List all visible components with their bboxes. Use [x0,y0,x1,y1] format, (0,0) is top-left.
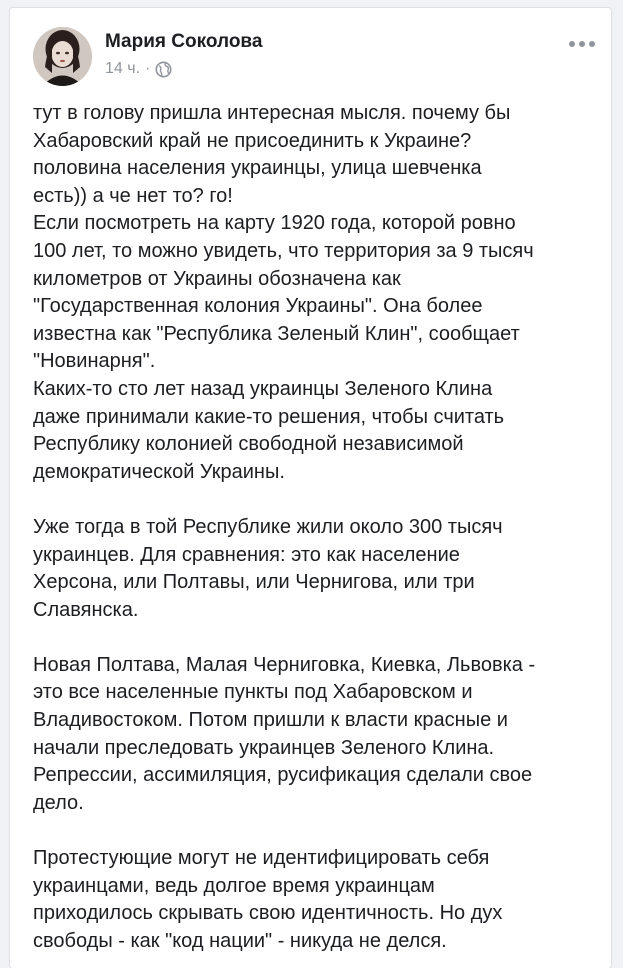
paragraph-gap [33,817,603,845]
more-dot [569,41,575,47]
post-line: половина населения украинцы, улица шевченка [33,157,482,180]
post-line: свободы - как "код нации" - никуда не делся. [33,929,447,952]
more-dot [579,41,585,47]
post-line: есть)) а че нет то? го! [33,184,233,207]
post-line: Херсона, или Полтавы, или Чернигова, или три [33,571,475,594]
post-line: Славянска. [33,598,139,621]
post-line: Протестующие могут не идентифицировать себя [33,847,490,870]
post-line: это все населенные пункты под Хабаровском и [33,681,473,704]
post-line: даже принимали какие-то решения, чтобы считать [33,405,505,428]
post-line: Новая Полтава, Малая Черниговка, Киевка, Львовка - [33,653,536,676]
avatar-image [33,27,92,86]
post-line: Уже тогда в той Республике жили около 300 тысяч [33,515,503,538]
meta-separator: · [145,60,151,77]
post-line: Репрессии, ассимиляция, русификация сделали свое [33,764,533,787]
post-line: "Новинарня". [33,350,156,373]
post-line: известна как "Республика Зеленый Клин", сообщает [33,322,520,345]
post-line: тут в голову пришла интересная мысля. почему бы [33,102,511,124]
post-line: Хабаровский край не присоединить к Украине? [33,129,472,152]
globe-icon[interactable] [155,61,172,78]
avatar[interactable] [33,27,92,86]
paragraph-gap [33,624,603,652]
author-name[interactable]: Мария Соколова [105,31,263,52]
post-header [10,8,611,98]
more-options-icon[interactable] [569,38,595,50]
post-line: Владивостоком. Потом пришли к власти красные и [33,709,508,732]
post-line: дело. [33,791,84,814]
post-line: 100 лет, то можно увидеть, что территория за 9 тысяч [33,239,534,262]
post-line: начали преследовать украинцев Зеленого Клина. [33,736,495,759]
post-timestamp[interactable]: 14 ч. [105,60,141,77]
post-line: демократической Украины. [33,460,285,483]
post-line: Республику колонией свободной независимой [33,433,464,456]
post-line: Каких-то сто лет назад украинцы Зеленого Клина [33,377,493,400]
post-line: Если посмотреть на карту 1920 года, которой ровно [33,212,516,235]
post-line: километров от Украины обозначена как [33,267,401,290]
post-card [10,8,611,968]
post-line: украинцев. Для сравнения: это как население [33,543,460,566]
paragraph-gap [33,486,603,514]
post-line: "Государственная колония Украины". Она более [33,295,483,318]
post-line: приходилось скрывать свою идентичность. Но дух [33,902,503,925]
post-line: украинцами, ведь долгое время украинцам [33,874,435,897]
post-body [33,100,603,955]
post-meta [105,60,172,78]
more-dot [589,41,595,47]
